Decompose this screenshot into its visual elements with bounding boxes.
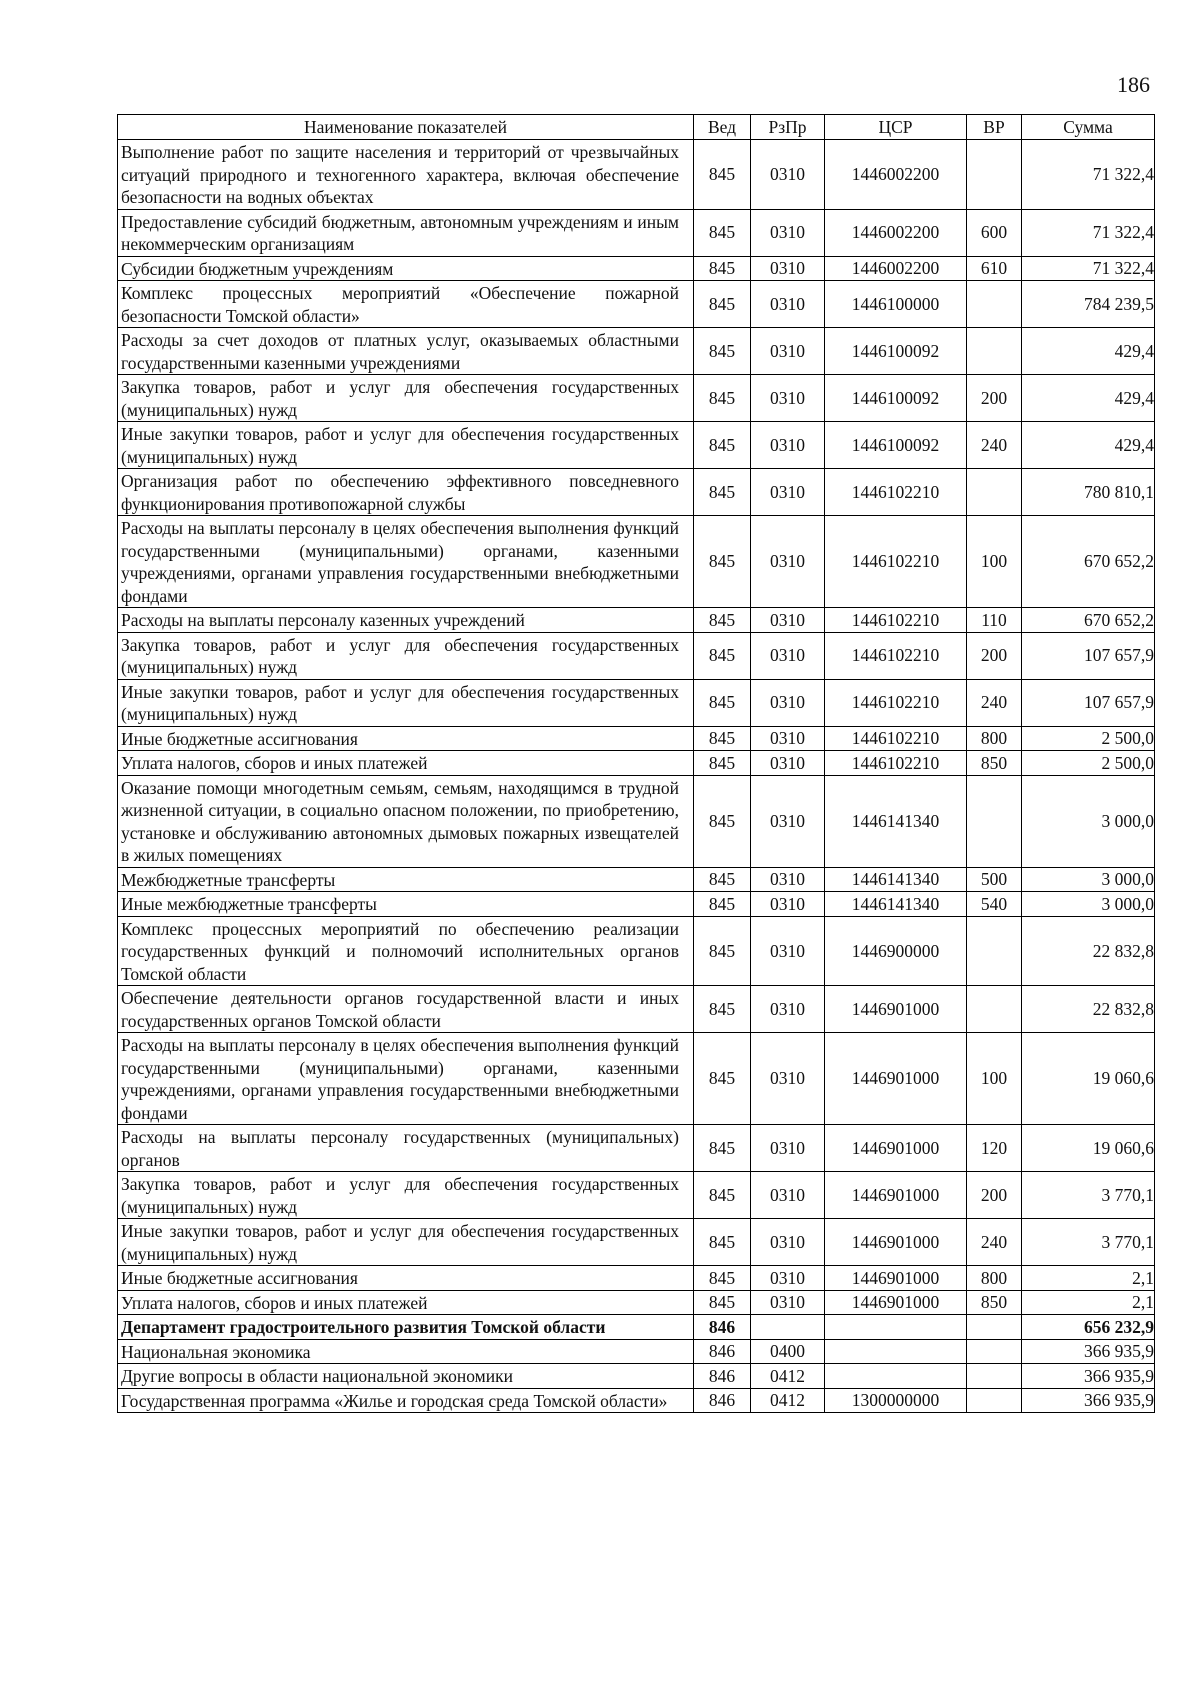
cell-name: Иные закупки товаров, работ и услуг для обеспечения государственных (муниципальных) нужд (118, 1219, 694, 1266)
cell-csr: 1300000000 (825, 1388, 967, 1413)
cell-rzpr: 0310 (751, 328, 825, 375)
cell-ved: 845 (694, 916, 751, 986)
table-row (118, 1388, 1155, 1413)
cell-sum: 2 500,0 (1022, 726, 1155, 751)
cell-vr: 540 (967, 892, 1022, 917)
cell-name: Расходы на выплаты персоналу в целях обеспечения выполнения функций государственными (муниципальными) органами, казенными учреждениями, органами управления государственными внебюджетными фондами (118, 1033, 694, 1125)
cell-name: Закупка товаров, работ и услуг для обеспечения государственных (муниципальных) нужд (118, 1172, 694, 1219)
table-row (118, 422, 1155, 469)
cell-vr: 240 (967, 422, 1022, 469)
table-row (118, 281, 1155, 328)
cell-name: Иные бюджетные ассигнования (118, 1266, 694, 1291)
cell-rzpr: 0310 (751, 1290, 825, 1315)
cell-ved: 845 (694, 1266, 751, 1291)
table-row (118, 1172, 1155, 1219)
table-row (118, 256, 1155, 281)
cell-sum: 784 239,5 (1022, 281, 1155, 328)
cell-rzpr: 0310 (751, 1266, 825, 1291)
cell-sum: 3 000,0 (1022, 892, 1155, 917)
cell-rzpr: 0310 (751, 516, 825, 608)
cell-csr: 1446901000 (825, 1172, 967, 1219)
cell-name: Расходы на выплаты персоналу в целях обеспечения выполнения функций государственными (муниципальными) органами, казенными учреждениями, органами управления государственными внебюджетными фондами (118, 516, 694, 608)
cell-rzpr: 0310 (751, 375, 825, 422)
cell-sum: 71 322,4 (1022, 256, 1155, 281)
table-row (118, 867, 1155, 892)
cell-ved: 846 (694, 1339, 751, 1364)
cell-csr: 1446901000 (825, 986, 967, 1033)
cell-csr: 1446002200 (825, 256, 967, 281)
cell-name: Иные бюджетные ассигнования (118, 726, 694, 751)
cell-rzpr: 0412 (751, 1388, 825, 1413)
cell-ved: 845 (694, 726, 751, 751)
cell-vr (967, 281, 1022, 328)
cell-sum: 2 500,0 (1022, 751, 1155, 776)
header-name: Наименование показателей (118, 115, 694, 140)
cell-name: Расходы на выплаты персоналу государственных (муниципальных) органов (118, 1125, 694, 1172)
cell-ved: 845 (694, 679, 751, 726)
budget-table (117, 114, 1155, 1413)
cell-vr: 850 (967, 1290, 1022, 1315)
cell-vr (967, 775, 1022, 867)
cell-csr: 1446102210 (825, 632, 967, 679)
cell-sum: 366 935,9 (1022, 1364, 1155, 1389)
cell-sum: 780 810,1 (1022, 469, 1155, 516)
cell-sum: 22 832,8 (1022, 916, 1155, 986)
cell-name: Уплата налогов, сборов и иных платежей (118, 751, 694, 776)
cell-csr: 1446102210 (825, 726, 967, 751)
cell-sum: 71 322,4 (1022, 209, 1155, 256)
cell-ved: 845 (694, 469, 751, 516)
cell-name: Иные межбюджетные трансферты (118, 892, 694, 917)
cell-vr: 850 (967, 751, 1022, 776)
cell-vr: 110 (967, 608, 1022, 633)
cell-sum: 3 000,0 (1022, 867, 1155, 892)
cell-rzpr: 0400 (751, 1339, 825, 1364)
table-row (118, 726, 1155, 751)
cell-name: Выполнение работ по защите населения и территорий от чрезвычайных ситуаций природного и техногенного характера, включая обеспечение безопасности на водных объектах (118, 140, 694, 210)
cell-name: Уплата налогов, сборов и иных платежей (118, 1290, 694, 1315)
cell-sum: 429,4 (1022, 422, 1155, 469)
cell-rzpr: 0310 (751, 1219, 825, 1266)
header-ved: Вед (694, 115, 751, 140)
table-row (118, 375, 1155, 422)
cell-sum: 429,4 (1022, 328, 1155, 375)
cell-vr: 500 (967, 867, 1022, 892)
header-sum: Сумма (1022, 115, 1155, 140)
cell-csr: 1446141340 (825, 775, 967, 867)
cell-csr: 1446901000 (825, 1266, 967, 1291)
cell-ved: 846 (694, 1315, 751, 1340)
header-rzpr: РзПр (751, 115, 825, 140)
cell-rzpr: 0310 (751, 679, 825, 726)
cell-csr: 1446901000 (825, 1290, 967, 1315)
cell-csr (825, 1339, 967, 1364)
cell-csr: 1446002200 (825, 209, 967, 256)
cell-vr (967, 328, 1022, 375)
cell-name: Комплекс процессных мероприятий «Обеспечение пожарной безопасности Томской области» (118, 281, 694, 328)
cell-rzpr: 0310 (751, 1125, 825, 1172)
cell-rzpr: 0310 (751, 986, 825, 1033)
table-row (118, 328, 1155, 375)
cell-vr: 800 (967, 726, 1022, 751)
cell-ved: 845 (694, 867, 751, 892)
table-row (118, 1219, 1155, 1266)
table-row (118, 892, 1155, 917)
cell-rzpr (751, 1315, 825, 1340)
cell-vr: 600 (967, 209, 1022, 256)
cell-csr: 1446100092 (825, 375, 967, 422)
cell-rzpr: 0310 (751, 867, 825, 892)
cell-csr: 1446102210 (825, 751, 967, 776)
page-number: 186 (1117, 72, 1150, 97)
table-header (118, 115, 1155, 140)
header-csr: ЦСР (825, 115, 967, 140)
cell-name: Департамент градостроительного развития Томской области (118, 1315, 694, 1340)
cell-ved: 845 (694, 1290, 751, 1315)
cell-ved: 845 (694, 608, 751, 633)
cell-rzpr: 0310 (751, 256, 825, 281)
cell-name: Комплекс процессных мероприятий по обеспечению реализации государственных функций и полномочий исполнительных органов Томской области (118, 916, 694, 986)
table-row (118, 751, 1155, 776)
cell-sum: 656 232,9 (1022, 1315, 1155, 1340)
cell-csr: 1446100092 (825, 422, 967, 469)
cell-name: Государственная программа «Жилье и городская среда Томской области» (118, 1388, 694, 1413)
cell-vr: 800 (967, 1266, 1022, 1291)
cell-sum: 3 770,1 (1022, 1172, 1155, 1219)
cell-csr: 1446901000 (825, 1219, 967, 1266)
cell-csr: 1446100000 (825, 281, 967, 328)
table-row (118, 1125, 1155, 1172)
cell-ved: 845 (694, 281, 751, 328)
cell-csr: 1446141340 (825, 867, 967, 892)
cell-ved: 846 (694, 1388, 751, 1413)
table-row (118, 209, 1155, 256)
cell-sum: 366 935,9 (1022, 1339, 1155, 1364)
cell-csr: 1446100092 (825, 328, 967, 375)
cell-rzpr: 0310 (751, 422, 825, 469)
cell-sum: 366 935,9 (1022, 1388, 1155, 1413)
cell-vr: 610 (967, 256, 1022, 281)
cell-name: Национальная экономика (118, 1339, 694, 1364)
cell-sum: 3 000,0 (1022, 775, 1155, 867)
cell-ved: 845 (694, 751, 751, 776)
cell-csr: 1446900000 (825, 916, 967, 986)
cell-vr (967, 1388, 1022, 1413)
cell-name: Оказание помощи многодетным семьям, семьям, находящимся в трудной жизненной ситуации, в социально опасном положении, по приобретению, установке и обслуживанию автономных дымовых пожарных извещателей в жилых помещениях (118, 775, 694, 867)
cell-sum: 107 657,9 (1022, 632, 1155, 679)
cell-name: Организация работ по обеспечению эффективного повседневного функционирования противопожарной службы (118, 469, 694, 516)
cell-sum: 3 770,1 (1022, 1219, 1155, 1266)
cell-csr: 1446002200 (825, 140, 967, 210)
cell-sum: 429,4 (1022, 375, 1155, 422)
cell-sum: 22 832,8 (1022, 986, 1155, 1033)
cell-rzpr: 0310 (751, 632, 825, 679)
cell-vr (967, 986, 1022, 1033)
cell-ved: 845 (694, 1125, 751, 1172)
cell-rzpr: 0310 (751, 751, 825, 776)
table-row (118, 775, 1155, 867)
table-row (118, 1033, 1155, 1125)
cell-name: Закупка товаров, работ и услуг для обеспечения государственных (муниципальных) нужд (118, 375, 694, 422)
header-vr: ВР (967, 115, 1022, 140)
cell-csr: 1446102210 (825, 516, 967, 608)
cell-ved: 845 (694, 1033, 751, 1125)
cell-vr: 200 (967, 632, 1022, 679)
cell-name: Межбюджетные трансферты (118, 867, 694, 892)
cell-rzpr: 0310 (751, 140, 825, 210)
cell-ved: 845 (694, 375, 751, 422)
table-row (118, 632, 1155, 679)
cell-csr: 1446102210 (825, 608, 967, 633)
cell-vr (967, 469, 1022, 516)
cell-rzpr: 0310 (751, 775, 825, 867)
cell-ved: 845 (694, 1219, 751, 1266)
cell-rzpr: 0310 (751, 1033, 825, 1125)
cell-vr: 240 (967, 1219, 1022, 1266)
cell-sum: 670 652,2 (1022, 608, 1155, 633)
cell-ved: 845 (694, 209, 751, 256)
table-row (118, 1266, 1155, 1291)
cell-name: Расходы на выплаты персоналу казенных учреждений (118, 608, 694, 633)
cell-name: Предоставление субсидий бюджетным, автономным учреждениям и иным некоммерческим организациям (118, 209, 694, 256)
table-row (118, 140, 1155, 210)
cell-rzpr: 0310 (751, 1172, 825, 1219)
header-row (118, 115, 1155, 140)
table-body (118, 140, 1155, 1413)
table-row (118, 679, 1155, 726)
cell-ved: 846 (694, 1364, 751, 1389)
cell-ved: 845 (694, 140, 751, 210)
cell-csr: 1446901000 (825, 1033, 967, 1125)
table-row (118, 1339, 1155, 1364)
cell-csr: 1446102210 (825, 679, 967, 726)
cell-rzpr: 0310 (751, 281, 825, 328)
cell-csr: 1446141340 (825, 892, 967, 917)
cell-vr: 200 (967, 375, 1022, 422)
cell-rzpr: 0310 (751, 916, 825, 986)
cell-name: Закупка товаров, работ и услуг для обеспечения государственных (муниципальных) нужд (118, 632, 694, 679)
table-row (118, 916, 1155, 986)
cell-rzpr: 0412 (751, 1364, 825, 1389)
cell-rzpr: 0310 (751, 469, 825, 516)
cell-rzpr: 0310 (751, 608, 825, 633)
cell-sum: 19 060,6 (1022, 1033, 1155, 1125)
cell-name: Иные закупки товаров, работ и услуг для обеспечения государственных (муниципальных) нужд (118, 422, 694, 469)
cell-ved: 845 (694, 986, 751, 1033)
cell-sum: 19 060,6 (1022, 1125, 1155, 1172)
cell-vr: 240 (967, 679, 1022, 726)
cell-vr (967, 916, 1022, 986)
cell-vr (967, 1339, 1022, 1364)
cell-vr: 100 (967, 516, 1022, 608)
cell-csr (825, 1364, 967, 1389)
cell-ved: 845 (694, 256, 751, 281)
table-row (118, 469, 1155, 516)
cell-rzpr: 0310 (751, 726, 825, 751)
cell-name: Иные закупки товаров, работ и услуг для обеспечения государственных (муниципальных) нужд (118, 679, 694, 726)
cell-ved: 845 (694, 632, 751, 679)
cell-sum: 670 652,2 (1022, 516, 1155, 608)
cell-vr (967, 1315, 1022, 1340)
cell-vr: 100 (967, 1033, 1022, 1125)
table-row (118, 608, 1155, 633)
cell-name: Другие вопросы в области национальной экономики (118, 1364, 694, 1389)
cell-ved: 845 (694, 1172, 751, 1219)
table-row (118, 1290, 1155, 1315)
cell-csr: 1446102210 (825, 469, 967, 516)
table-row (118, 986, 1155, 1033)
cell-ved: 845 (694, 775, 751, 867)
cell-csr: 1446901000 (825, 1125, 967, 1172)
table-row (118, 1364, 1155, 1389)
table-row (118, 516, 1155, 608)
cell-ved: 845 (694, 422, 751, 469)
cell-vr: 200 (967, 1172, 1022, 1219)
table-row (118, 1315, 1155, 1340)
cell-csr (825, 1315, 967, 1340)
cell-rzpr: 0310 (751, 209, 825, 256)
cell-sum: 2,1 (1022, 1290, 1155, 1315)
cell-name: Обеспечение деятельности органов государственной власти и иных государственных органов Томской области (118, 986, 694, 1033)
cell-name: Расходы за счет доходов от платных услуг, оказываемых областными государственными казенными учреждениями (118, 328, 694, 375)
cell-sum: 2,1 (1022, 1266, 1155, 1291)
cell-ved: 845 (694, 328, 751, 375)
cell-sum: 71 322,4 (1022, 140, 1155, 210)
cell-vr (967, 1364, 1022, 1389)
cell-sum: 107 657,9 (1022, 679, 1155, 726)
cell-rzpr: 0310 (751, 892, 825, 917)
cell-ved: 845 (694, 892, 751, 917)
cell-ved: 845 (694, 516, 751, 608)
cell-name: Субсидии бюджетным учреждениям (118, 256, 694, 281)
cell-vr (967, 140, 1022, 210)
cell-vr: 120 (967, 1125, 1022, 1172)
